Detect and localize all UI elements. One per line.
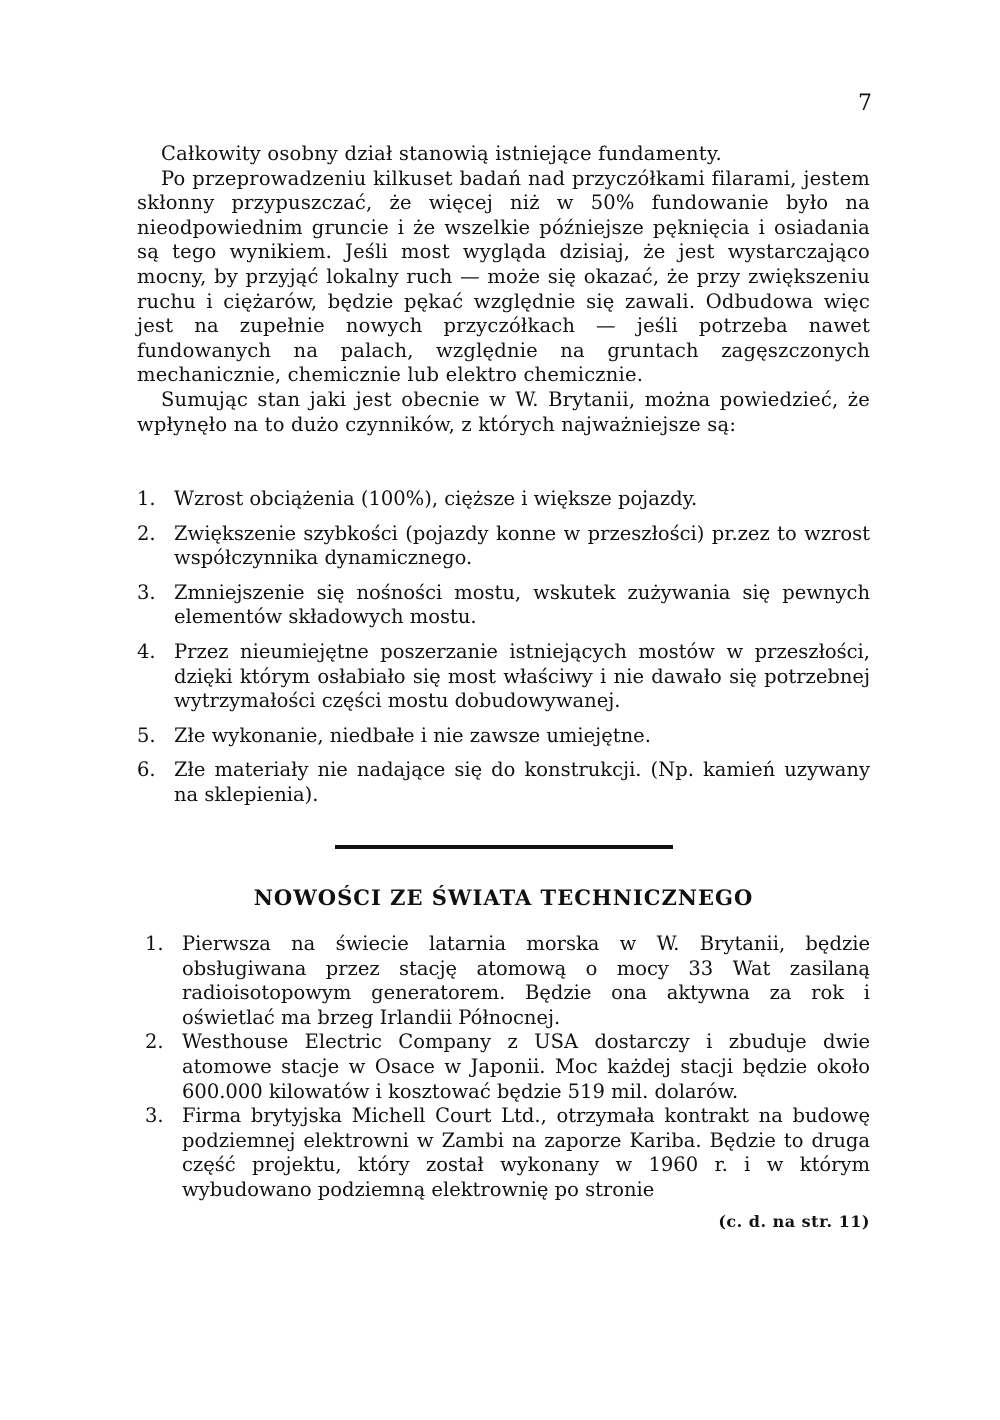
list-text: Zmniejszenie się nośności mostu, wskutek zużywania się pewnych elementów składowych mostu. bbox=[174, 580, 870, 629]
paragraph: Całkowity osobny dział stanowią istniejące fundamenty. bbox=[161, 142, 722, 165]
list-text: Przez nieumiejętne poszerzanie istniejących mostów w przeszłości, dzięki którym osłabiało się most właściwy i nie dawało się potrzebnej wytrzymałości części mostu dobudowywanej. bbox=[174, 639, 870, 713]
list-number: 1. bbox=[145, 932, 164, 955]
paragraph: Po przeprowadzeniu kilkuset badań nad przyczółkami filarami, jestem skłonny przypuszczać, że więcej niż w 50% fundowanie było na nieodpowiednim gruncie i że wszelkie późniejsze pęknięcia i osiadania są tego wynikiem. Jeśli most wygląda dzisiaj, że jest wystarczająco mocny, by przyjąć lokalny ruch — może się okazać, że przy zwiększeniu ruchu i ciężarów, będzie pękać względnie się zawali. Odbudowa więc jest na zupełnie nowych przyczółkach — jeśli potrzeba nawet fundowanych na palach, względnie na gruntach zagęszczonych mechanicznie, chemicznie lub elektro chemicznie. bbox=[137, 166, 870, 387]
list-text: Wzrost obciążenia (100%), cięższe i większe pojazdy. bbox=[174, 487, 698, 510]
factors-list bbox=[137, 487, 870, 808]
section-divider bbox=[335, 845, 673, 849]
list-text: Westhouse Electric Company z USA dostarczy i zbuduje dwie atomowe stacje w Osace w Japonii. Moc każdej stacji będzie około 600.000 kilowatów i kosztować będzie 519 mil. dolarów. bbox=[182, 1030, 870, 1103]
news-item bbox=[145, 932, 870, 1030]
list-text: Złe wykonanie, niedbałe i nie zawsze umiejętne. bbox=[174, 723, 651, 747]
list-text: Pierwsza na świecie latarnia morska w W. Brytanii, będzie obsługiwana przez stację atomową o mocy 33 Wat zasilaną radioisotopowym generatorem. Będzie ona aktywna za rok i oświetlać ma brzeg Irlandii Północnej. bbox=[182, 932, 870, 1029]
list-number: 4. bbox=[137, 639, 156, 663]
continuation-note: (c. d. na str. 11) bbox=[718, 1212, 870, 1231]
list-item bbox=[137, 724, 870, 749]
list-number: 3. bbox=[137, 580, 156, 604]
news-list bbox=[145, 932, 870, 1203]
intro-text bbox=[137, 142, 870, 437]
section-heading: NOWOŚCI ZE ŚWIATA TECHNICZNEGO bbox=[253, 885, 754, 910]
list-number: 5. bbox=[137, 723, 156, 747]
news-item bbox=[145, 1104, 870, 1202]
list-number: 6. bbox=[137, 758, 156, 782]
list-number: 2. bbox=[145, 1030, 164, 1054]
list-item bbox=[137, 581, 870, 630]
page-number: 7 bbox=[858, 91, 872, 116]
list-text: Złe materiały nie nadające się do konstrukcji. (Np. kamień uzywany na sklepienia). bbox=[174, 758, 870, 806]
list-text: Zwiększenie szybkości (pojazdy konne w przeszłości) pr.zez to wzrost współczynnika dynamicznego. bbox=[174, 521, 870, 570]
list-number: 2. bbox=[137, 521, 156, 545]
paragraph: Sumując stan jaki jest obecnie w W. Brytanii, można powiedzieć, że wpłynęło na to dużo czynników, z których najważniejsze są: bbox=[137, 387, 870, 436]
news-item bbox=[145, 1030, 870, 1104]
list-item bbox=[137, 487, 870, 512]
list-item bbox=[137, 758, 870, 807]
list-item bbox=[137, 640, 870, 714]
list-item bbox=[137, 522, 870, 571]
list-number: 3. bbox=[145, 1104, 164, 1128]
list-number: 1. bbox=[137, 487, 156, 510]
list-text: Firma brytyjska Michell Court Ltd., otrzymała kontrakt na budowę podziemnej elektrowni w Zambi na zaporze Kariba. Będzie to druga część projektu, który został wykonany w 1960 r. i w którym wybudowano podziemną elektrownię po stronie bbox=[182, 1104, 870, 1201]
